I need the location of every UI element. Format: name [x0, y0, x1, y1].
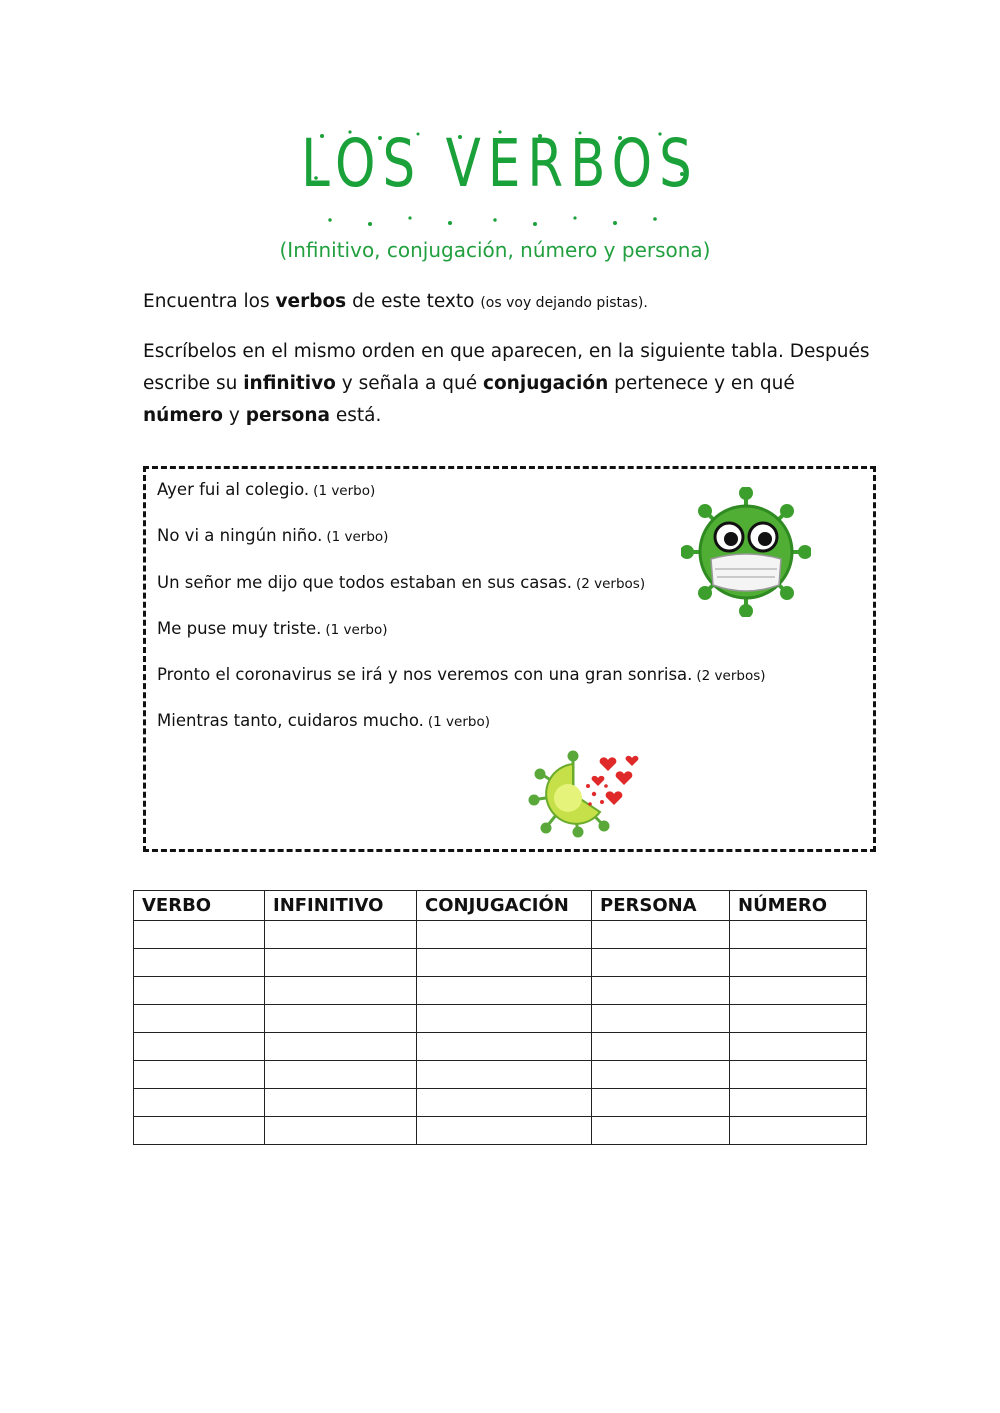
sentence-1: Ayer fui al colegio. (1 verbo): [157, 480, 376, 499]
table-cell[interactable]: [417, 1005, 592, 1033]
table-cell[interactable]: [265, 1033, 417, 1061]
table-cell[interactable]: [265, 1061, 417, 1089]
table-row: [134, 1005, 867, 1033]
table-cell[interactable]: [134, 921, 265, 949]
answer-table: [133, 890, 867, 1145]
table-cell[interactable]: [417, 977, 592, 1005]
table-cell[interactable]: [730, 1033, 867, 1061]
sentence-5: Pronto el coronavirus se irá y nos veremos con una gran sonrisa. (2 verbos): [157, 665, 766, 684]
table-cell[interactable]: [417, 1033, 592, 1061]
table-cell[interactable]: [730, 1005, 867, 1033]
virus-mask-icon: [681, 487, 811, 617]
table-row: [134, 1117, 867, 1145]
table-cell[interactable]: [417, 1089, 592, 1117]
header-conjugacion: CONJUGACIÓN: [417, 891, 592, 921]
table-cell[interactable]: [592, 1005, 730, 1033]
table-cell[interactable]: [592, 921, 730, 949]
table-cell[interactable]: [265, 1005, 417, 1033]
table-cell[interactable]: [134, 1005, 265, 1033]
header-infinitivo: INFINITIVO: [265, 891, 417, 921]
page-subtitle: (Infinitivo, conjugación, número y persona): [279, 238, 711, 262]
virus-hearts-icon: [528, 750, 643, 838]
table-row: [134, 977, 867, 1005]
table-cell[interactable]: [730, 1117, 867, 1145]
table-cell[interactable]: [265, 1089, 417, 1117]
table-cell[interactable]: [265, 977, 417, 1005]
table-cell[interactable]: [592, 1061, 730, 1089]
table-cell[interactable]: [417, 1117, 592, 1145]
header-numero: NÚMERO: [730, 891, 867, 921]
table-header-row: [134, 891, 867, 921]
sentence-2: No vi a ningún niño. (1 verbo): [157, 526, 389, 545]
table-cell[interactable]: [730, 1061, 867, 1089]
header-verbo: VERBO: [134, 891, 265, 921]
table-cell[interactable]: [265, 949, 417, 977]
table-cell[interactable]: [265, 1117, 417, 1145]
table-cell[interactable]: [730, 1089, 867, 1117]
table-cell[interactable]: [134, 1061, 265, 1089]
table-cell[interactable]: [417, 1061, 592, 1089]
table-cell[interactable]: [134, 949, 265, 977]
table-cell[interactable]: [592, 1117, 730, 1145]
table-cell[interactable]: [417, 949, 592, 977]
table-cell[interactable]: [592, 1089, 730, 1117]
table-cell[interactable]: [730, 977, 867, 1005]
instruction-1: Encuentra los verbos de este texto (os voy dejando pistas).: [143, 291, 648, 312]
table-cell[interactable]: [265, 921, 417, 949]
table-cell[interactable]: [592, 977, 730, 1005]
table-row: [134, 1061, 867, 1089]
table-cell[interactable]: [730, 949, 867, 977]
header-persona: PERSONA: [592, 891, 730, 921]
sentence-4: Me puse muy triste. (1 verbo): [157, 619, 388, 638]
table-cell[interactable]: [592, 1033, 730, 1061]
table-cell[interactable]: [134, 1117, 265, 1145]
table-cell[interactable]: [730, 921, 867, 949]
table-row: [134, 949, 867, 977]
sentence-6: Mientras tanto, cuidaros mucho. (1 verbo): [157, 711, 490, 730]
table-cell[interactable]: [134, 1089, 265, 1117]
table-row: [134, 1089, 867, 1117]
table-cell[interactable]: [417, 921, 592, 949]
table-cell[interactable]: [592, 949, 730, 977]
page-title: LOS VERBOS: [301, 125, 699, 202]
sentence-3: Un señor me dijo que todos estaban en sus casas. (2 verbos): [157, 573, 646, 592]
table-cell[interactable]: [134, 1033, 265, 1061]
table-row: [134, 921, 867, 949]
instruction-2: Escríbelos en el mismo orden en que aparecen, en la siguiente tabla. Después escribe su infinitivo y señala a qué conjugación pertenece y en qué número y persona está.: [143, 341, 870, 426]
table-cell[interactable]: [134, 977, 265, 1005]
table-row: [134, 1033, 867, 1061]
